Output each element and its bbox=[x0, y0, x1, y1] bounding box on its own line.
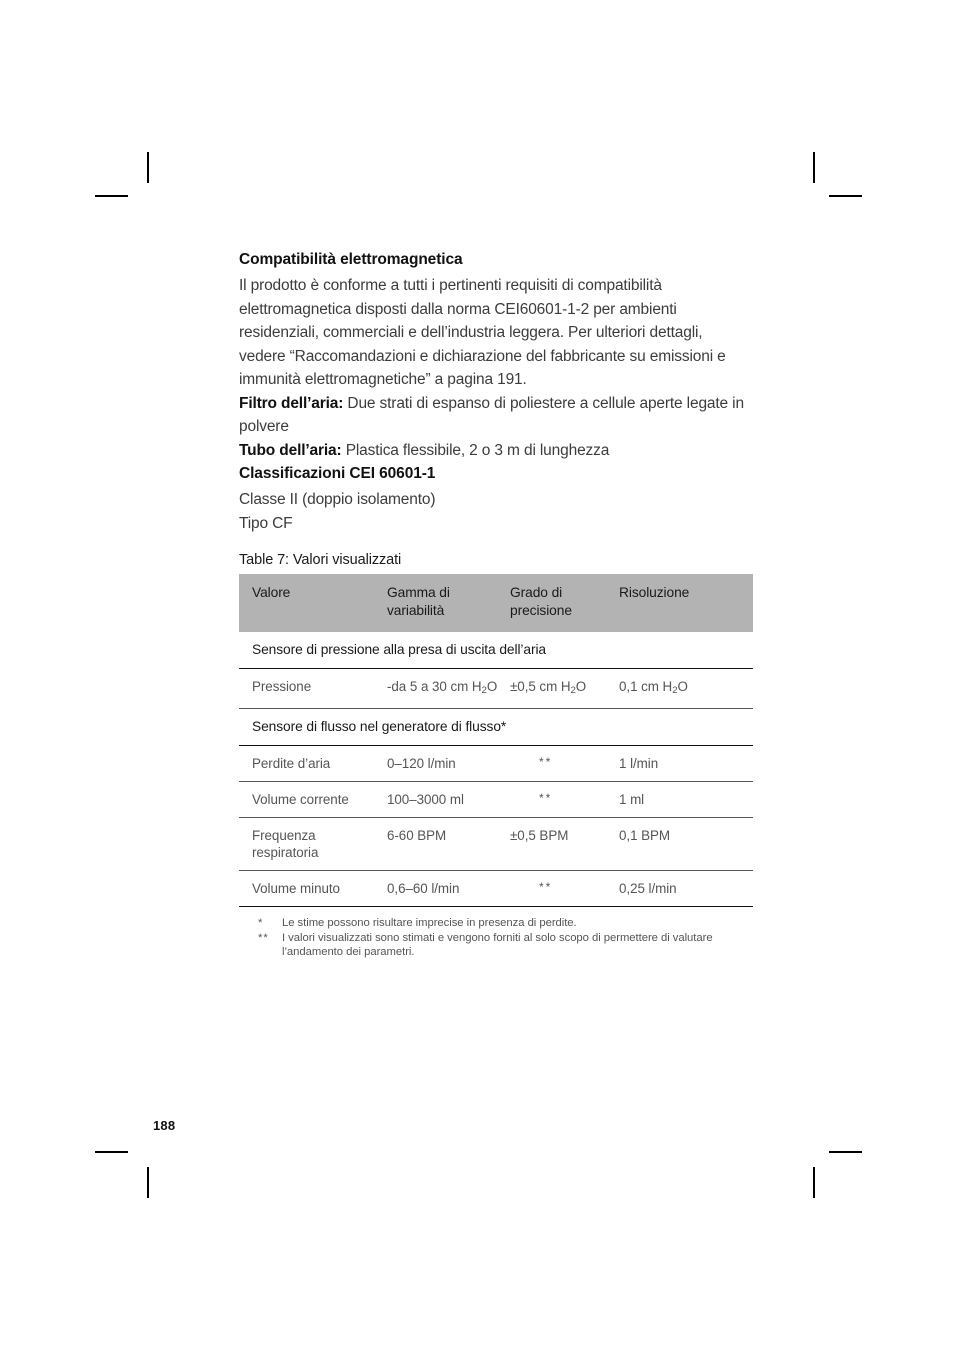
cell-gamma: 0,6–60 l/min bbox=[387, 871, 510, 907]
crop-mark-top-right-vertical bbox=[813, 152, 815, 183]
cell-risoluzione-suffix: O bbox=[677, 679, 688, 694]
emc-heading: Compatibilità elettromagnetica bbox=[239, 251, 463, 268]
section-title-pressure: Sensore di pressione alla presa di uscita dell’aria bbox=[239, 632, 753, 669]
column-header-risoluzione: Risoluzione bbox=[619, 574, 753, 632]
cell-gamma-text: -da 5 a 30 cm H bbox=[387, 679, 482, 694]
table-body bbox=[239, 632, 753, 907]
classifications-heading: Classificazioni CEI 60601-1 bbox=[239, 465, 436, 482]
footnote-text-line2: l’andamento dei parametri. bbox=[282, 946, 415, 959]
cell-gamma-subscript: 2 bbox=[481, 685, 487, 697]
table-section-header-pressure bbox=[239, 632, 753, 669]
cell-valore: Pressione bbox=[239, 669, 387, 709]
cell-precisione-subscript: 2 bbox=[570, 685, 576, 697]
footnote-text-line1: I valori visualizzati sono stimati e vengono forniti al solo scopo di permettere di valutare bbox=[282, 931, 713, 944]
air-filter-line bbox=[239, 392, 753, 439]
crop-mark-top-left-horizontal bbox=[95, 195, 128, 197]
emc-paragraph: Il prodotto è conforme a tutti i pertinenti requisiti di compatibilità elettromagnetica disposti dalla norma CEI60601-1-2 per ambienti residenziali, commerciali e dell’industria leggera. Per ulteriori dettagli, vedere “Raccomandazioni e dichiarazione del fabbricante su emissioni e immunità elettromagnetiche” a pagina 191. bbox=[239, 277, 726, 388]
footnote-marker: * bbox=[258, 917, 264, 930]
cell-risoluzione: 1 l/min bbox=[619, 746, 753, 782]
cell-valore: Perdite d’aria bbox=[239, 746, 387, 782]
cell-risoluzione: 0,1 BPM bbox=[619, 818, 753, 871]
column-header-valore: Valore bbox=[239, 574, 387, 632]
footnote-marker: ** bbox=[258, 931, 269, 944]
crop-mark-top-left-vertical bbox=[147, 152, 149, 183]
page-content bbox=[239, 248, 753, 960]
cell-precisione-text: ±0,5 cm H bbox=[510, 679, 571, 694]
crop-mark-bottom-left-vertical bbox=[147, 1167, 149, 1198]
footnote-double-asterisk bbox=[258, 931, 753, 960]
footnote-text bbox=[282, 931, 753, 960]
cell-gamma-suffix: O bbox=[486, 679, 498, 694]
crop-mark-bottom-left-horizontal bbox=[95, 1151, 128, 1153]
cell-risoluzione bbox=[619, 669, 753, 709]
classification-type: Tipo CF bbox=[239, 514, 293, 532]
column-header-gamma: Gamma di variabilità bbox=[387, 574, 510, 632]
table-row bbox=[239, 746, 753, 782]
cell-valore: Volume minuto bbox=[239, 871, 387, 907]
air-tubing-line bbox=[239, 439, 753, 463]
cell-precisione: ** bbox=[510, 871, 619, 907]
cell-precisione-suffix: O bbox=[575, 679, 587, 694]
crop-mark-top-right-horizontal bbox=[829, 195, 862, 197]
table-header bbox=[239, 574, 753, 632]
air-tubing-text: Plastica flessibile, 2 o 3 m di lunghezza bbox=[341, 441, 610, 459]
cell-risoluzione-text: 0,1 cm H bbox=[619, 679, 673, 694]
table-caption: Table 7: Valori visualizzati bbox=[239, 552, 402, 568]
cell-gamma bbox=[387, 669, 510, 709]
section-title-flow: Sensore di flusso nel generatore di flusso* bbox=[239, 709, 753, 746]
crop-mark-bottom-right-vertical bbox=[813, 1167, 815, 1198]
cell-gamma: 6-60 BPM bbox=[387, 818, 510, 871]
footnote-text: Le stime possono risultare imprecise in presenza di perdite. bbox=[282, 917, 577, 930]
cell-risoluzione: 1 ml bbox=[619, 782, 753, 818]
footnote-single-asterisk bbox=[258, 916, 753, 931]
table-row bbox=[239, 871, 753, 907]
table-footnotes bbox=[239, 916, 753, 960]
classification-class: Classe II (doppio isolamento) bbox=[239, 491, 436, 508]
crop-mark-bottom-right-horizontal bbox=[829, 1151, 862, 1153]
cell-precisione: ±0,5 BPM bbox=[510, 818, 619, 871]
column-header-precisione: Grado di precisione bbox=[510, 574, 619, 632]
cell-valore: Volume corrente bbox=[239, 782, 387, 818]
air-filter-label: Filtro dell’aria: bbox=[239, 394, 344, 412]
table-section-header-flow bbox=[239, 709, 753, 746]
cell-precisione: ** bbox=[510, 746, 619, 782]
cell-valore: Frequenza respiratoria bbox=[239, 818, 387, 871]
table-row bbox=[239, 818, 753, 871]
cell-gamma: 100–3000 ml bbox=[387, 782, 510, 818]
table-header-row bbox=[239, 574, 753, 632]
table-row bbox=[239, 669, 753, 709]
cell-precisione bbox=[510, 669, 619, 709]
cell-precisione: ** bbox=[510, 782, 619, 818]
table-row bbox=[239, 782, 753, 818]
cell-risoluzione: 0,25 l/min bbox=[619, 871, 753, 907]
air-filter-text: Due strati di espanso di poliestere a cellule aperte legate in polvere bbox=[239, 394, 744, 435]
air-tubing-label: Tubo dell’aria: bbox=[239, 441, 342, 459]
cell-gamma: 0–120 l/min bbox=[387, 746, 510, 782]
cell-risoluzione-subscript: 2 bbox=[672, 685, 678, 697]
displayed-values-table bbox=[239, 574, 753, 907]
page-number: 188 bbox=[153, 1118, 176, 1133]
